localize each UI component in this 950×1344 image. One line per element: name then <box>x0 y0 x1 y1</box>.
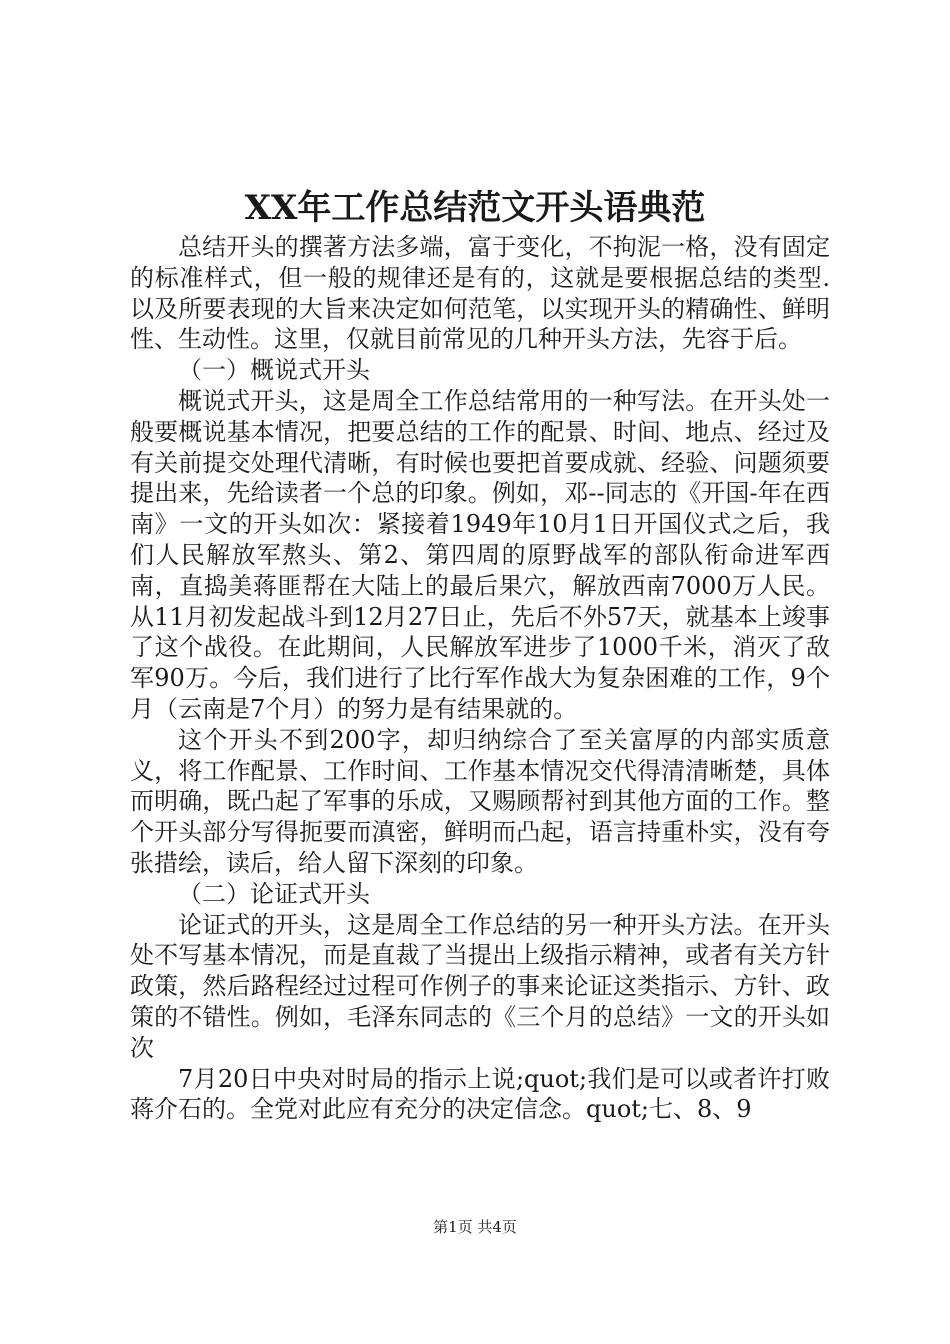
paragraph-section-1-analysis: 这个开头不到200字，却归纳综合了至关富厚的内部实质意义，将工作配景、工作时间、工作基本情况交代得清清晰楚，具体而明确，既凸起了军事的乐成，又赐顾帮衬到其他方面的工作。整个开头部分写得扼要而滇密，鲜明而凸起，语言持重朴实，没有夸张措绘，读后，给人留下深刻的印象。 <box>130 725 830 877</box>
document-title: XX年工作总结范文开头语典范 <box>244 188 706 228</box>
section-heading-2: （二）论证式开头 <box>178 879 370 908</box>
document-body <box>130 232 830 1125</box>
paragraph-section-2-body: 论证式的开头，这是周全工作总结的另一种开头方法。在开头处不写基本情况，而是直裁了当提出上级指示精神，或者有关方针政策，然后路程经过过程可作例子的事来论证这类指示、方针、政策的不错性。例如，毛泽东同志的《三个月的总结》一文的开头如次 <box>130 910 830 1062</box>
paragraph-section-2-quote: 7月20日中央对时局的指示上说;quot;我们是可以或者许打败蒋介石的。全党对此应有充分的决定信念。quot;七、8、9 <box>130 1064 830 1124</box>
page-number-footer: 第1页 共4页 <box>433 1218 517 1236</box>
paragraph-intro: 总结开头的撰著方法多端，富于变化，不拘泥一格，没有固定的标准样式，但一般的规律还是有的，这就是要根据总结的类型.以及所要表现的大旨来决定如何范笔，以实现开头的精确性、鲜明性、生动性。这里，仅就目前常见的几种开头方法，先容于后。 <box>130 233 830 354</box>
section-heading-1: （一）概说式开头 <box>178 356 370 385</box>
paragraph-section-1-body: 概说式开头，这是周全工作总结常用的一种写法。在开头处一般要概说基本情况，把要总结的工作的配景、时间、地点、经过及有关前提交处理代清晰，有时候也要把首要成就、经验、问题须要提出来，先给读者一个总的印象。例如，邓--同志的《开国-年在西南》一文的开头如次：紧接着1949年10月1日开国仪式之后，我们人民解放军熬头、第2、第四周的原野战军的部队衔命进军西南，直捣美蒋匪帮在大陆上的最后果穴，解放西南7000万人民。从11月初发起战斗到12月27日止，先后不外57天，就基本上竣事了这个战役。在此期间，人民解放军进步了1000千米，消灭了敌军90万。今后，我们进行了比行军作战大为复杂困难的工作，9个月（云南是7个月）的努力是有结果就的。 <box>130 386 830 723</box>
